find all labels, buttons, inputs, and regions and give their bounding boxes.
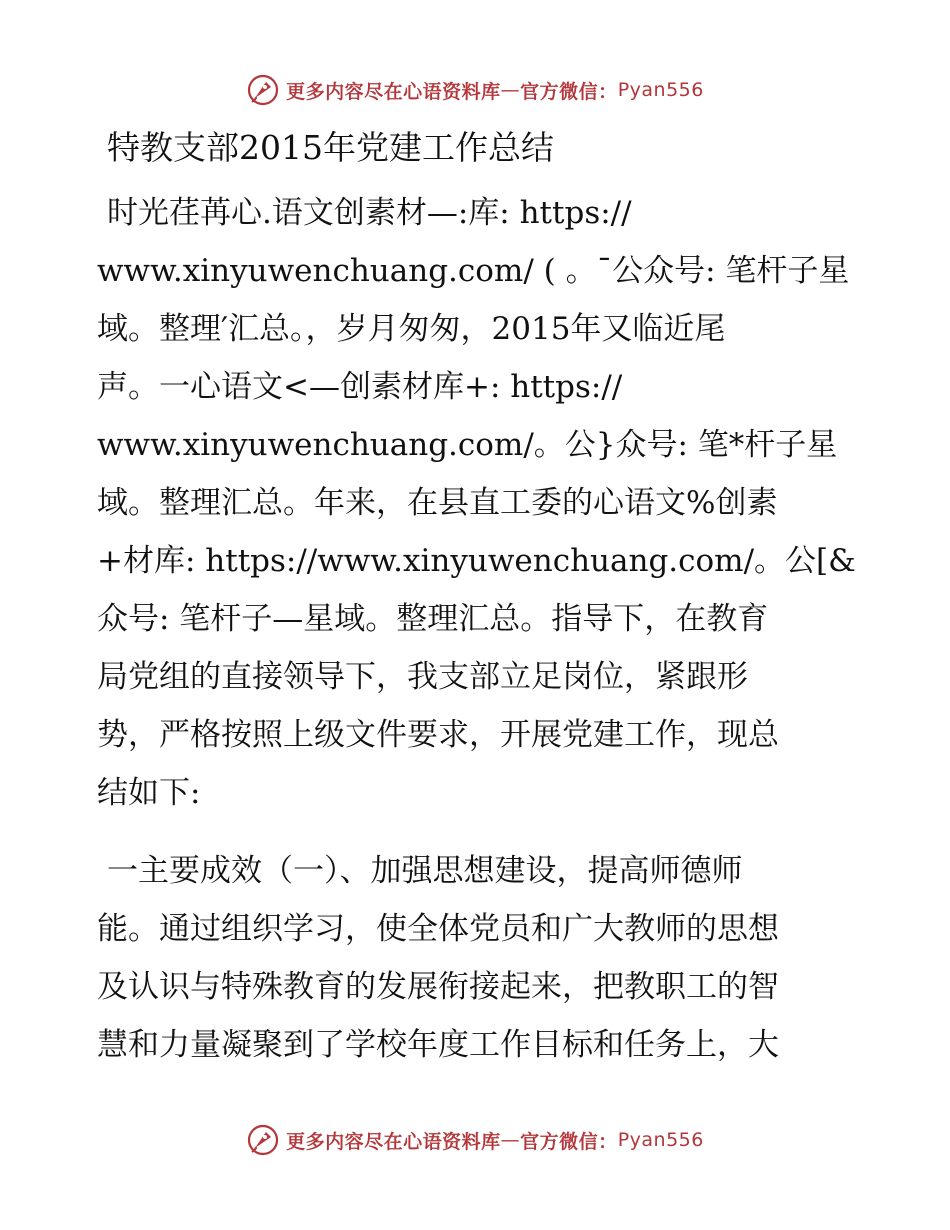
paragraph-line: www.xinyuwenchuang.com/。公}众号: 笔*杆子星 <box>97 427 838 463</box>
document-body <box>97 118 857 1074</box>
paragraph-line: 域。整理汇总。年来，在县直工委的心语文%创素 <box>97 485 778 521</box>
paragraph-line: 势，严格按照上级文件要求，开展党建工作，现总 <box>97 717 779 753</box>
watermark-text: 更多内容尽在心语资料库 <box>286 80 501 103</box>
watermark-wechat-id: Pyan556 <box>617 79 704 101</box>
paragraph-line: 局党组的直接领导下，我支部立足岗位，紧跟形 <box>97 659 748 695</box>
watermark-suffix: 官方微信： <box>520 1130 618 1153</box>
paragraph-intro <box>97 184 857 822</box>
paragraph-line: www.xinyuwenchuang.com/ ( 。¯公众号: 笔杆子星 <box>97 253 850 289</box>
watermark-suffix: 官方微信： <box>520 80 618 103</box>
watermark-banner-top <box>0 70 950 110</box>
paragraph-line: 时光荏苒心.语文创素材—:库: https:// <box>107 195 632 231</box>
pen-nib-logo-icon <box>246 1123 280 1157</box>
paragraph-line: 及认识与特殊教育的发展衔接起来，把教职工的智 <box>97 969 779 1005</box>
watermark-text: 更多内容尽在心语资料库 <box>286 1130 501 1153</box>
watermark-dash: — <box>500 79 521 101</box>
pen-nib-logo-icon <box>246 73 280 107</box>
paragraph-line: 慧和力量凝聚到了学校年度工作目标和任务上，大 <box>97 1027 779 1063</box>
watermark-dash: — <box>500 1129 521 1151</box>
paragraph-line: 声。一心语文<—创素材库+: https:// <box>97 369 623 405</box>
paragraph-line: 众号: 笔杆子—星域。整理汇总。指导下，在教育 <box>97 601 769 637</box>
paragraph-line: 域。整理′汇总。，岁月匆匆，2015年又临近尾 <box>97 311 726 347</box>
document-title: 特教支部2015年党建工作总结 <box>107 128 554 167</box>
paragraph-line: 一主要成效（一）、加强思想建设，提高师德师 <box>107 853 743 889</box>
watermark-wechat-id: Pyan556 <box>617 1129 704 1151</box>
paragraph-achievements <box>97 842 857 1074</box>
paragraph-line: +材库: https://www.xinyuwenchuang.com/。公[& <box>97 543 856 579</box>
paragraph-line: 结如下: <box>97 775 201 811</box>
watermark-banner-bottom <box>0 1120 950 1160</box>
paragraph-line: 能。通过组织学习，使全体党员和广大教师的思想 <box>97 911 779 947</box>
